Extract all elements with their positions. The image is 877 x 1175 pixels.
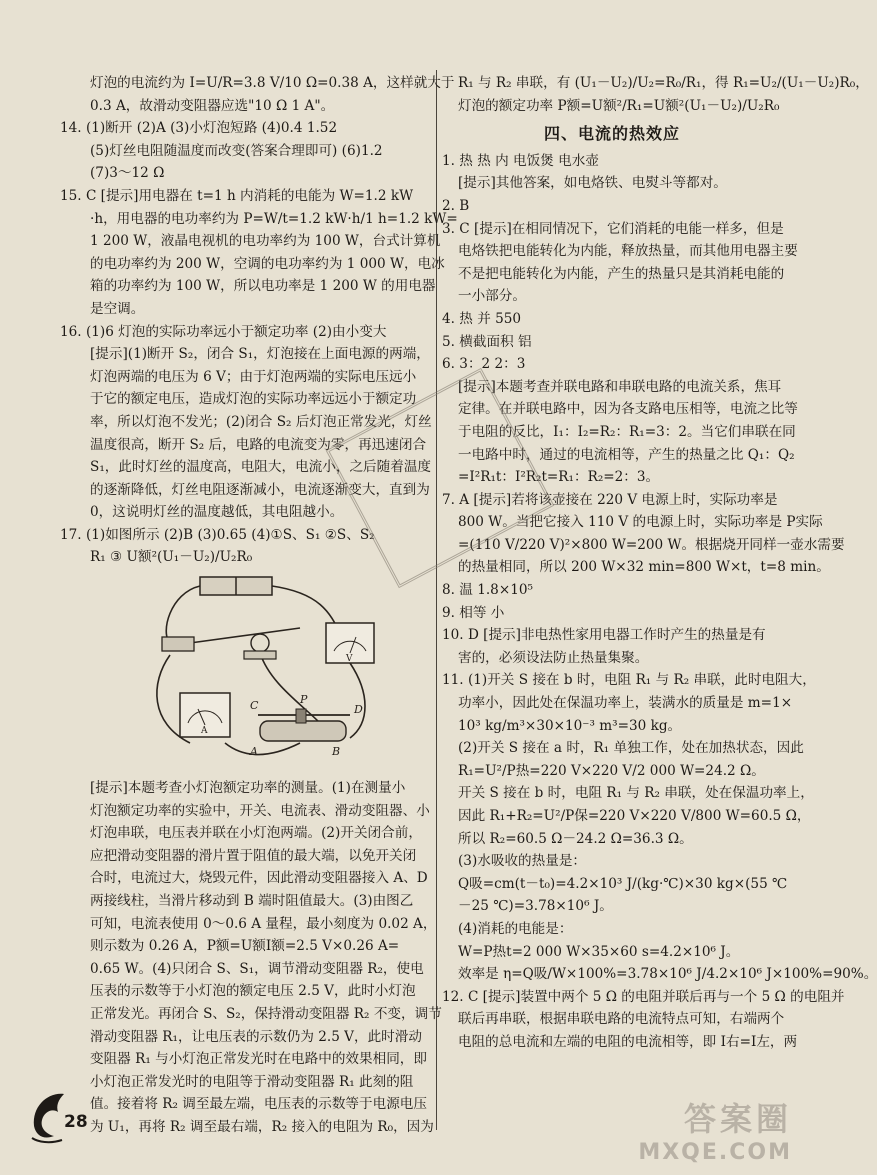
terminal-d-label: D — [354, 703, 363, 717]
text-line: ·h，用电器的电功率约为 P=W/t=1.2 kW·h/1 h=1.2 kW= — [90, 210, 458, 227]
switch-icon — [162, 637, 194, 651]
text-line: 灯泡额定功率的实验中，开关、电流表、滑动变阻器、小 — [90, 802, 430, 819]
text-line: 所以 R₂=60.5 Ω－24.2 Ω=36.3 Ω。 — [458, 830, 693, 847]
text-line: 合时，电流过大，烧毁元件，因此滑动变阻器接入 A、D — [90, 870, 428, 887]
text-line: 温度很高，断开 S₂ 后，电路的电流变为零，再迅速闭合 — [90, 436, 427, 453]
text-line: 可知，电流表使用 0～0.6 A 量程，最小刻度为 0.02 A， — [90, 915, 437, 932]
text-line: Q吸=cm(t－t₀)=4.2×10³ J/(kg·℃)×30 kg×(55 ℃ — [458, 875, 788, 892]
text-line: R₁ 与 R₂ 串联，有 (U₁－U₂)/U₂=R₀/R₁，得 R₁=U₂/(U₁－U₂)R₀， — [458, 75, 869, 91]
terminal-c-label: C — [250, 699, 259, 713]
ammeter-label: A — [201, 726, 208, 737]
text-line: 箱的功率约为 100 W，所以电功率是 1 200 W 的用电器 — [90, 278, 436, 295]
text-line: 两接线柱，当滑片移动到 B 端时阻值最大。(3)由图乙 — [90, 893, 414, 910]
text-line: 开关 S 接在 b 时，电阻 R₁ 与 R₂ 串联，处在保温功率上， — [458, 785, 814, 802]
answer-4: 4. 热 并 550 — [442, 310, 522, 327]
answer-14: 14. (1)断开 (2)A (3)小灯泡短路 (4)0.4 1.52 — [60, 120, 338, 137]
answer-9: 9. 相等 小 — [442, 604, 505, 621]
text-line: 800 W。当把它接入 110 V 的电源上时，实际功率是 P实际 — [458, 514, 823, 531]
text-line: 应把滑动变阻器的滑片置于阻值的最大端，以免开关闭 — [90, 847, 417, 864]
text-line: =(110 V/220 V)²×800 W=200 W。根据烧开同样一壶水需要 — [458, 536, 845, 553]
circuit-diagram — [150, 573, 390, 769]
text-line: [提示]本题考查并联电路和串联电路的电流关系，焦耳 — [458, 378, 782, 395]
left-column — [60, 72, 458, 1139]
answer-12: 12. C [提示]装置中两个 5 Ω 的电阻并联后再与一个 5 Ω 的电阻并 — [442, 988, 845, 1005]
voltmeter-label: V — [346, 654, 353, 665]
text-line: 率，所以灯泡不发光；(2)闭合 S₂ 后灯泡正常发光，灯丝 — [90, 413, 432, 430]
text-line: (4)消耗的电能是： — [458, 920, 573, 937]
text-line: 灯泡的额定功率 P额=U额²/R₁=U额²(U₁－U₂)/U₂R₀ — [458, 97, 780, 114]
slider-p-label: P — [300, 693, 308, 707]
answer-1: 1. 热 热 内 电饭煲 电水壶 — [442, 152, 599, 169]
text-line: [提示](1)断开 S₂，闭合 S₁，灯泡接在上面电源的两端， — [90, 346, 430, 363]
text-line: 小灯泡正常发光时的电阻等于滑动变阻器 R₁ 此刻的阻 — [90, 1073, 414, 1090]
text-line: 一电路中时，通过的电流相等，产生的热量之比 Q₁：Q₂ — [458, 446, 795, 463]
text-line: (3)水吸收的热量是： — [458, 853, 587, 870]
text-line: 的热量相同，所以 200 W×32 min=800 W×t，t=8 min。 — [458, 559, 830, 576]
text-line: 10³ kg/m³×30×10⁻³ m³=30 kg。 — [458, 717, 682, 734]
text-line: 联后再串联，根据串联电路的电流特点可知，右端两个 — [458, 1011, 785, 1028]
text-line: (5)灯丝电阻随温度而改变(答案合理即可) (6)1.2 — [90, 142, 383, 159]
text-line: 正常发光。再闭合 S、S₂，保持滑动变阻器 R₂ 不变，调节 — [90, 1006, 442, 1022]
text-line: 一小部分。 — [458, 288, 526, 305]
answer-6: 6. 3：2 2：3 — [442, 356, 526, 373]
text-line: 灯泡两端的电压为 6 V；由于灯泡两端的实际电压远小 — [90, 368, 417, 385]
text-line: S₁，此时灯丝的温度高，电阻大，电流小，之后随着温度 — [90, 459, 432, 476]
text-line: 功率小，因此处在保温功率上，装满水的质量是 m=1× — [458, 695, 793, 712]
text-line: 0，这说明灯丝的温度越低，其电阻越小。 — [90, 504, 344, 521]
right-column — [442, 72, 877, 1054]
watermark-bottom: MXQE.COM — [638, 1140, 792, 1165]
text-line: 是空调。 — [90, 300, 145, 317]
text-line: 电烙铁把电能转化为内能，释放热量，而其他用电器主要 — [458, 243, 798, 260]
text-line: 压表的示数等于小灯泡的额定电压 2.5 V，此时小灯泡 — [90, 983, 416, 1000]
bulb-icon — [251, 634, 269, 652]
answer-10: 10. D [提示]非电热性家用电器工作时产生的热量是有 — [442, 627, 766, 644]
site-watermark — [638, 1094, 792, 1165]
circuit-figure — [60, 573, 432, 773]
text-line: [提示]本题考查小灯泡额定功率的测量。(1)在测量小 — [90, 780, 406, 797]
answer-7: 7. A [提示]若将该壶接在 220 V 电源上时，实际功率是 — [442, 491, 778, 508]
answer-11: 11. (1)开关 S 接在 b 时，电阻 R₁ 与 R₂ 串联，此时电阻大， — [442, 672, 816, 689]
text-line: 不是把电能转化为内能，产生的热量只是其消耗电能的 — [458, 265, 785, 282]
answer-15: 15. C [提示]用电器在 t=1 h 内消耗的电能为 W=1.2 kW — [60, 187, 414, 204]
text-line: 值。接着将 R₂ 调至最左端，电压表的示数等于电源电压 — [90, 1096, 427, 1113]
text-line: 为 U₁，再将 R₂ 调至最右端，R₂ 接入的电阻为 R₀，因为 — [90, 1118, 434, 1135]
text-line: R₁ ③ U额²(U₁－U₂)/U₂R₀ — [90, 549, 253, 566]
text-line: 滑动变阻器 R₁，让电压表的示数仍为 2.5 V，此时滑动 — [90, 1028, 422, 1045]
text-line: 灯泡的电流约为 I=U/R=3.8 V/10 Ω=0.38 A，这样就大于 — [90, 75, 455, 91]
text-line: 0.65 W。(4)只闭合 S、S₁，调节滑动变阻器 R₂，使电 — [90, 960, 424, 977]
text-line: (7)3～12 Ω — [90, 165, 165, 182]
answer-3: 3. C [提示]在相同情况下，它们消耗的电能一样多，但是 — [442, 220, 784, 237]
text-line: 效率是 η=Q吸/W×100%=3.78×10⁶ J/4.2×10⁶ J×100%=90%。 — [458, 966, 877, 983]
page-number: 28 — [64, 1112, 88, 1132]
text-line: =I²R₁t：I²R₂t=R₁：R₂=2：3。 — [458, 469, 660, 486]
answer-2: 2. B — [442, 197, 470, 214]
watermark-top: 答案圈 — [683, 1100, 792, 1138]
text-line: W=P热t=2 000 W×35×60 s=4.2×10⁶ J。 — [458, 943, 740, 960]
text-line: 0.3 A，故滑动变阻器应选"10 Ω 1 A"。 — [90, 97, 335, 114]
text-line: 则示数为 0.26 A，P额=U额I额=2.5 V×0.26 A= — [90, 938, 400, 955]
text-line: 的逐渐降低，灯丝电阻逐渐减小，电流逐渐变大，直到为 — [90, 481, 430, 498]
text-line: (2)开关 S 接在 a 时，R₁ 单独工作，处在加热状态，因此 — [458, 740, 804, 757]
text-line: 定律。在并联电路中，因为各支路电压相等，电流之比等 — [458, 401, 798, 418]
answer-17: 17. (1)如图所示 (2)B (3)0.65 (4)①S、S₁ ②S、S₂ — [60, 526, 375, 543]
answer-16: 16. (1)6 灯泡的实际功率远小于额定功率 (2)由小变大 — [60, 323, 387, 340]
text-line: 变阻器 R₁ 与小灯泡正常发光时在电路中的效果相同，即 — [90, 1051, 427, 1068]
text-line: 于它的额定电压，造成灯泡的实际功率远远小于额定功 — [90, 391, 417, 408]
answer-8: 8. 温 1.8×10⁵ — [442, 582, 533, 599]
answer-5: 5. 横截面积 铝 — [442, 333, 532, 350]
terminal-a-label: A — [250, 745, 258, 759]
text-line: 电阻的总电流和左端的电阻的电流相等，即 I右=I左，两 — [458, 1033, 798, 1050]
rheostat-icon — [260, 721, 346, 741]
text-line: 害的，必须设法防止热量集聚。 — [458, 649, 649, 666]
section-title: 四、电流的热效应 — [543, 124, 680, 144]
text-line: 因此 R₁+R₂=U²/P保=220 V×220 V/800 W=60.5 Ω， — [458, 808, 811, 824]
text-line: 于电阻的反比，I₁：I₂=R₂：R₁=3：2。当它们串联在同 — [458, 423, 796, 440]
text-line: R₁=U²/P热=220 V×220 V/2 000 W=24.2 Ω。 — [458, 762, 765, 779]
text-line: [提示]其他答案，如电烙铁、电熨斗等都对。 — [458, 175, 727, 192]
text-line: 灯泡串联，电压表并联在小灯泡两端。(2)开关闭合前， — [90, 825, 422, 842]
text-line: 的电功率约为 200 W，空调的电功率约为 1 000 W，电冰 — [90, 255, 445, 272]
terminal-b-label: B — [332, 745, 341, 759]
text-line: 1 200 W，液晶电视机的电功率约为 100 W，台式计算机 — [90, 233, 441, 250]
text-line: －25 ℃)=3.78×10⁶ J。 — [458, 898, 613, 915]
